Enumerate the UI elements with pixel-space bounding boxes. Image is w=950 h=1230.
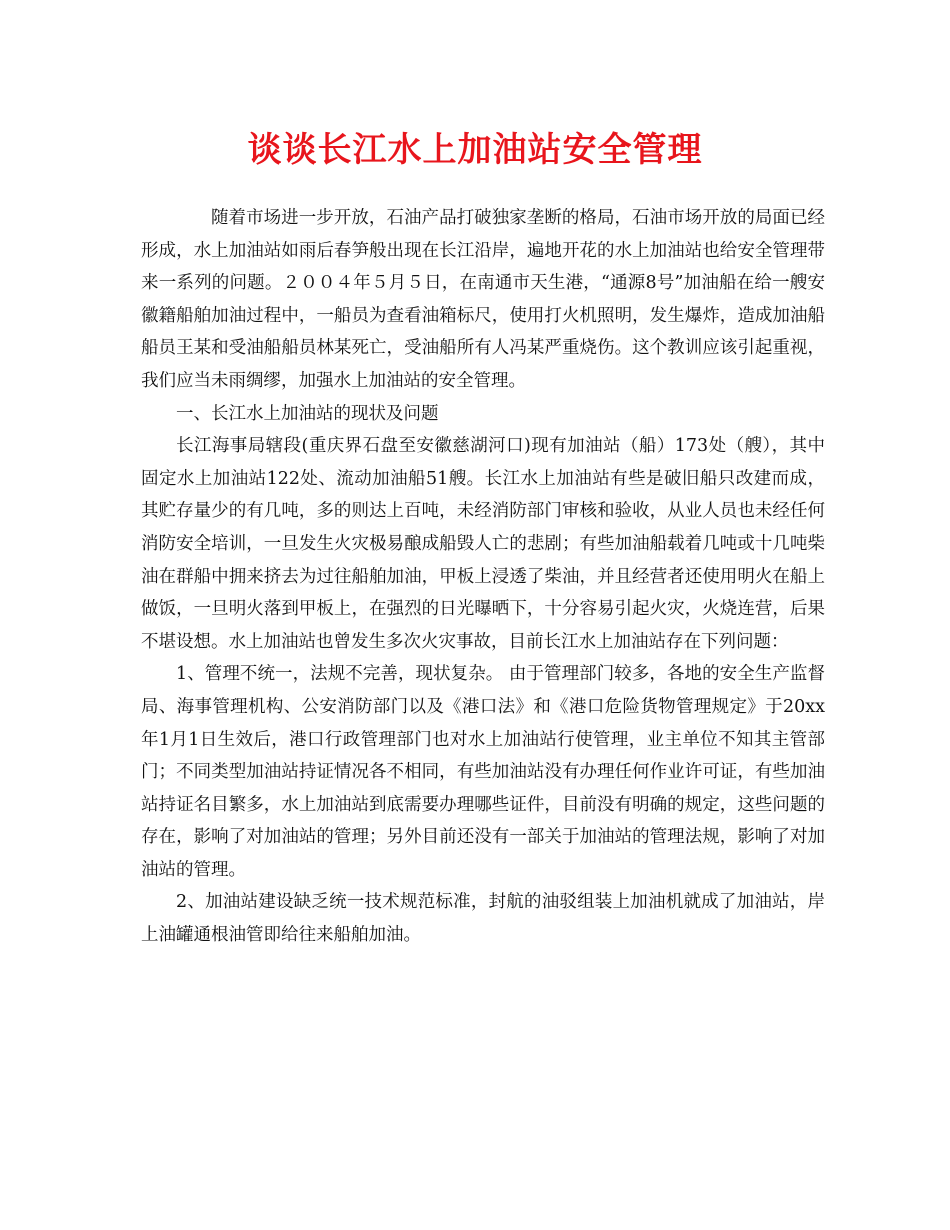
document-body [141,202,825,952]
section-heading-1: 一、长江水上加油站的现状及问题 [176,403,439,424]
paragraph-issue-1: 1、管理不统一，法规不完善，现状复杂。 由于管理部门较多，各地的安全生产监督局、海事管理机构、公安消防部门以及《港口法》和《港口危险货物管理规定》于20xx年1月1日生效后，港口行政管理部门也对水上加油站行使管理，业主单位不知其主管部门；不同类型加油站持证情况各不相同，有些加油站没有办理任何作业许可证，有些加油站持证名目繁多，水上加油站到底需要办理哪些证件，目前没有明确的规定，这些问题的存在，影响了对加油站的管理；另外目前还没有一部关于加油站的管理法规，影响了对加油站的管理。 [141,664,825,880]
document-title: 谈谈长江水上加油站安全管理 [247,130,703,170]
paragraph-issue-2: 2、加油站建设缺乏统一技术规范标准，封航的油驳组装上加油机就成了加油站，岸上油罐通根油管即给往来船舶加油。 [141,892,825,946]
paragraph-intro: 随着市场进一步开放，石油产品打破独家垄断的格局，石油市场开放的局面已经形成，水上加油站如雨后春笋般出现在长江沿岸，遍地开花的水上加油站也给安全管理带来一系列的问题。２００４年５月５日，在南通市天生港，“通源8号”加油船在给一艘安徽籍船舶加油过程中，一船员为查看油箱标尺，使用打火机照明，发生爆炸，造成加油船船员王某和受油船船员林某死亡，受油船所有人冯某严重烧伤。这个教训应该引起重视，我们应当未雨绸缪，加强水上加油站的安全管理。 [141,208,825,391]
paragraph-status: 长江海事局辖段(重庆界石盘至安徽慈湖河口)现有加油站（船）173处（艘），其中固定水上加油站122处、流动加油船51艘。长江水上加油站有些是破旧船只改建而成，其贮存量少的有几吨，多的则达上百吨，未经消防部门审核和验收，从业人员也未经任何消防安全培训，一旦发生火灾极易酿成船毁人亡的悲剧；有些加油船载着几吨或十几吨柴油在群船中拥来挤去为过往船舶加油，甲板上浸透了柴油，并且经营者还使用明火在船上做饭，一旦明火落到甲板上，在强烈的日光曝晒下，十分容易引起火灾，火烧连营，后果不堪设想。水上加油站也曾发生多次火灾事故，目前长江水上加油站存在下列问题： [141,436,825,652]
